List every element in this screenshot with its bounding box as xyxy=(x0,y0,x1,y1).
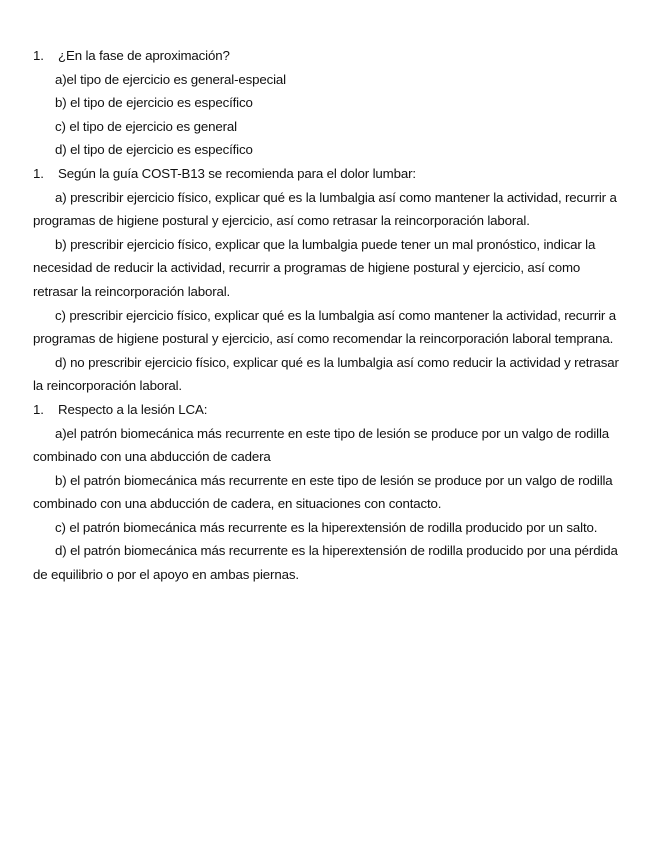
answer-option: a)el tipo de ejercicio es general-especial xyxy=(55,71,286,87)
answer-option: b) prescribir ejercicio físico, explicar que la lumbalgia puede tener un mal pronóstico, indicar la necesidad de reducir la actividad, recurrir a programas de higiene postural y ejercicio, así como retrasar la reincorporación laboral. xyxy=(33,236,596,299)
answer-option: c) el patrón biomecánica más recurrente es la hiperextensión de rodilla producido por un salto. xyxy=(55,519,598,535)
answer-option: d) el tipo de ejercicio es específico xyxy=(55,142,253,158)
question-text: Respecto a la lesión LCA: xyxy=(58,401,208,417)
question-heading xyxy=(33,398,628,422)
answer-option: d) no prescribir ejercicio físico, explicar qué es la lumbalgia así como reducir la actividad y retrasar la reincorporación laboral. xyxy=(33,354,619,394)
question-number: 1. xyxy=(33,165,44,181)
question-number: 1. xyxy=(33,401,44,417)
answer-option: c) prescribir ejercicio físico, explicar qué es la lumbalgia así como mantener la actividad, recurrir a programas de higiene postural y ejercicio, así como recomendar la reincorporación laboral temprana. xyxy=(33,307,616,347)
answer-option: a)el patrón biomecánica más recurrente en este tipo de lesión se produce por un valgo de rodilla combinado con una abducción de cadera xyxy=(33,425,610,465)
question-number: 1. xyxy=(33,48,44,63)
answer-option: d) el patrón biomecánica más recurrente es la hiperextensión de rodilla producido por una pérdida de equilibrio o por el apoyo en ambas piernas. xyxy=(33,543,618,583)
question-list xyxy=(33,44,628,587)
answer-option: c) el tipo de ejercicio es general xyxy=(55,118,237,134)
answer-option: b) el patrón biomecánica más recurrente en este tipo de lesión se produce por un valgo de rodilla combinado con una abducción de cadera, en situaciones con contacto. xyxy=(33,472,613,512)
question-heading xyxy=(33,44,628,68)
question-text: Según la guía COST-B13 se recomienda para el dolor lumbar: xyxy=(58,165,416,181)
question-heading xyxy=(33,162,628,186)
answer-option: b) el tipo de ejercicio es específico xyxy=(55,95,253,111)
question-text: ¿En la fase de aproximación? xyxy=(58,48,230,63)
answer-option: a) prescribir ejercicio físico, explicar qué es la lumbalgia así como mantener la actividad, recurrir a programas de higiene postural y ejercicio, así como retrasar la reincorporación laboral. xyxy=(33,189,617,229)
